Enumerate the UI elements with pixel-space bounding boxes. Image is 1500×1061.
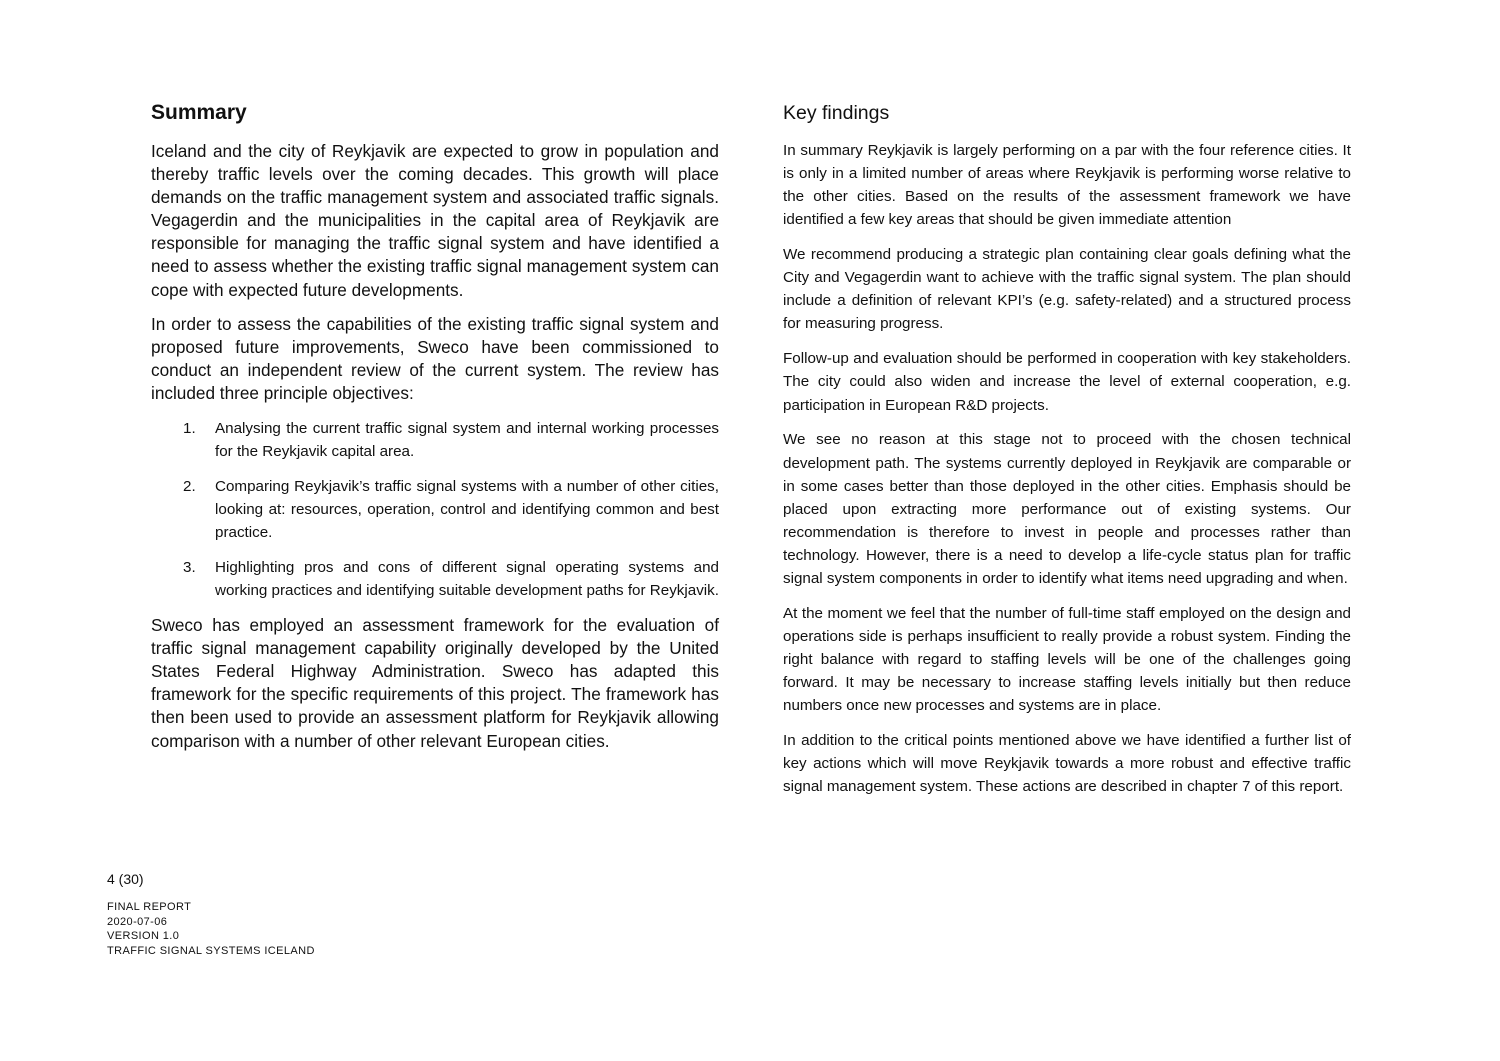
report-type: FINAL REPORT bbox=[107, 901, 192, 913]
objective-item bbox=[151, 475, 719, 544]
objectives-list bbox=[151, 417, 719, 602]
summary-section bbox=[151, 98, 719, 764]
objective-item bbox=[151, 556, 719, 602]
summary-paragraph: Iceland and the city of Reykjavik are expected to grow in population and thereby traffic levels over the coming decades. This growth will place demands on the traffic management system and associated traffic signals. Vegagerdin and the municipalities in the capital area of Reykjavik are responsible for managing the traffic signal system and have identified a need to assess whether the existing traffic signal management system can cope with expected future developments. bbox=[151, 141, 719, 300]
key-findings-section bbox=[783, 98, 1351, 810]
objective-number: 1. bbox=[183, 420, 196, 438]
page-number: 4 (30) bbox=[107, 871, 144, 887]
objective-text: Analysing the current traffic signal system and internal working processes for the Reykjavik capital area. bbox=[215, 420, 719, 461]
project-name: TRAFFIC SIGNAL SYSTEMS ICELAND bbox=[107, 944, 315, 957]
report-date: 2020-07-06 bbox=[107, 915, 168, 928]
key-findings-paragraph: We recommend producing a strategic plan containing clear goals defining what the City and Vegagerdin want to achieve with the traffic signal system. The plan should include a definition of relevant KPI’s (e.g. safety-related) and a structured process for measuring progress. bbox=[783, 246, 1351, 333]
page-footer bbox=[107, 870, 315, 958]
key-findings-paragraph: We see no reason at this stage not to proceed with the chosen technical development path. The systems currently deployed in Reykjavik are comparable or in some cases better than those deployed in the other cities. Emphasis should be placed upon extracting more performance out of existing systems. Our recommendation is therefore to invest in people and processes rather than technology. However, there is a need to develop a life-cycle status plan for traffic signal system components in order to identify what items need upgrading and when. bbox=[783, 431, 1351, 587]
objective-text: Comparing Reykjavik’s traffic signal systems with a number of other cities, looking at: resources, operation, control and identifying common and best practice. bbox=[215, 478, 719, 542]
key-findings-paragraph: In summary Reykjavik is largely performing on a par with the four reference cities. It is only in a limited number of areas where Reykjavik is performing worse relative to the other cities. Based on the results of the assessment framework we have identified a few key areas that should be given immediate attention bbox=[783, 142, 1351, 229]
key-findings-paragraph: In addition to the critical points mentioned above we have identified a further list of key actions which will move Reykjavik towards a more robust and effective traffic signal management system. These actions are described in chapter 7 of this report. bbox=[783, 732, 1351, 796]
objective-item bbox=[151, 417, 719, 463]
objective-text: Highlighting pros and cons of different signal operating systems and working practices and identifying suitable development paths for Reykjavik. bbox=[215, 559, 719, 600]
summary-paragraph: In order to assess the capabilities of the existing traffic signal system and proposed future improvements, Sweco have been commissioned to conduct an independent review of the current system. The review has included three principle objectives: bbox=[151, 314, 719, 404]
key-findings-paragraph: At the moment we feel that the number of full-time staff employed on the design and operations side is perhaps insufficient to really provide a robust system. Finding the right balance with regard to staffing levels will be one of the challenges going forward. It may be necessary to increase staffing levels initially but then reduce numbers once new processes and systems are in place. bbox=[783, 604, 1351, 715]
summary-heading: Summary bbox=[151, 101, 247, 124]
report-version: VERSION 1.0 bbox=[107, 930, 180, 942]
objective-number: 2. bbox=[183, 478, 196, 496]
key-findings-paragraph: Follow-up and evaluation should be performed in cooperation with key stakeholders. The city could also widen and increase the level of external cooperation, e.g. participation in European R&D projects. bbox=[783, 350, 1351, 414]
summary-paragraph: Sweco has employed an assessment framework for the evaluation of traffic signal management capability originally developed by the United States Federal Highway Administration. Sweco has adapted this framework for the specific requirements of this project. The framework has then been used to provide an assessment platform for Reykjavik allowing comparison with a number of other relevant European cities. bbox=[151, 615, 719, 751]
key-findings-heading: Key findings bbox=[783, 102, 890, 124]
objective-number: 3. bbox=[183, 559, 196, 577]
